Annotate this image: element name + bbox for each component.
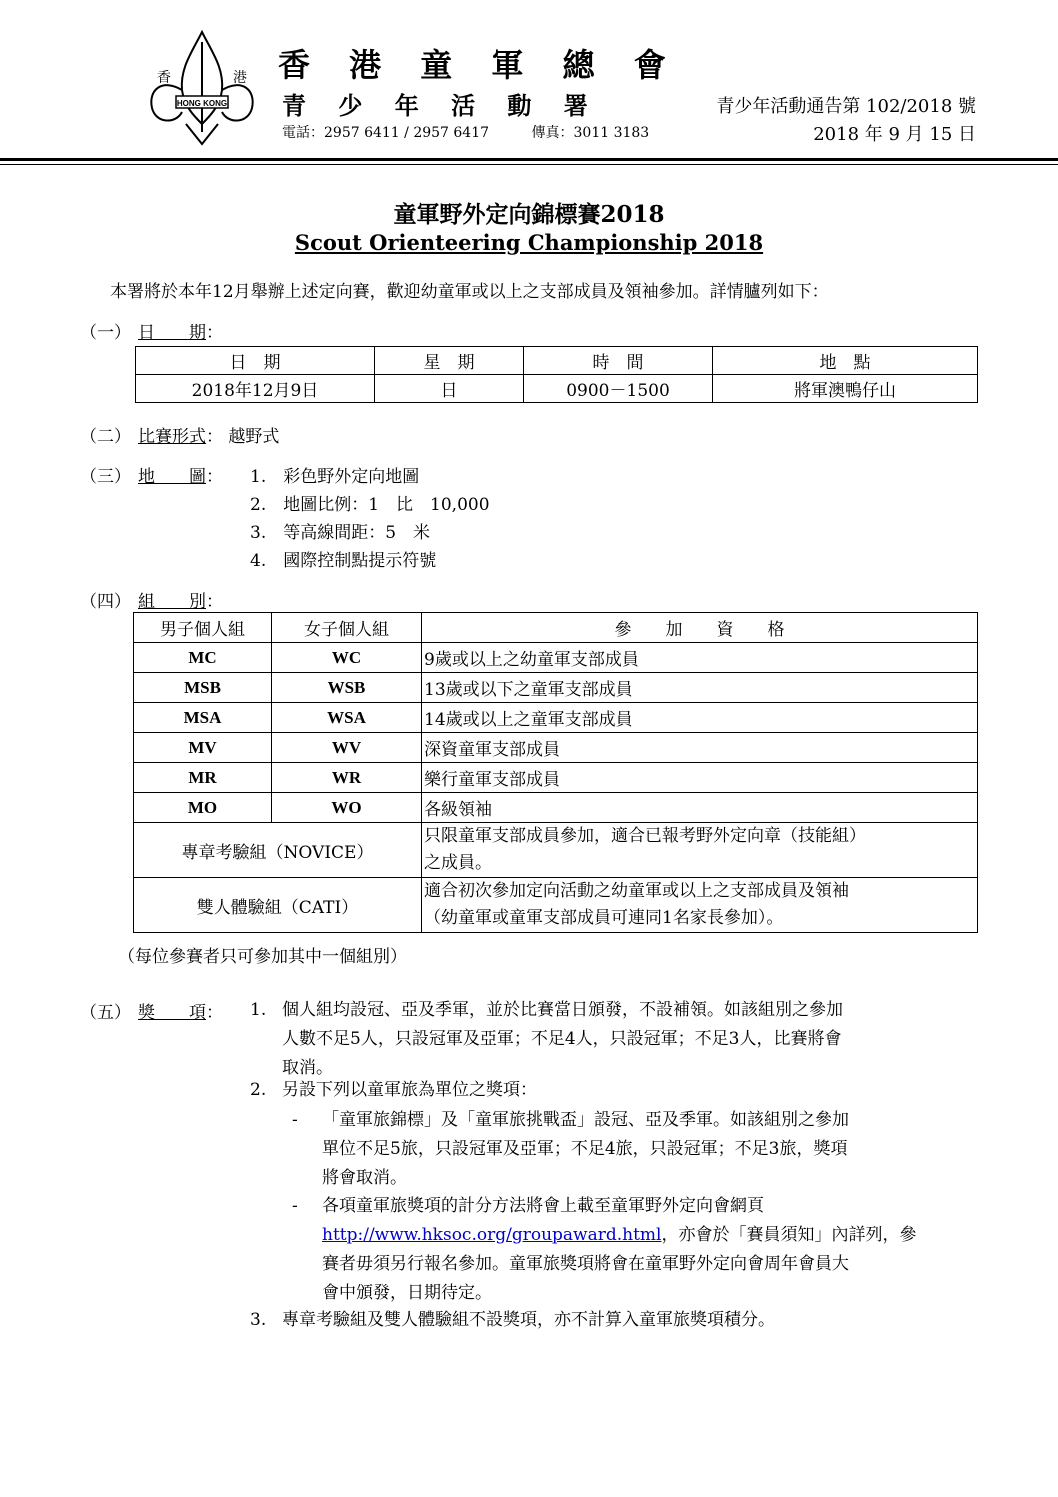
header-weekday: 星 期 — [375, 347, 524, 375]
cati-label: 雙人體驗組（CATI） — [134, 878, 422, 933]
award-item-1: 個人組均設冠、亞及季軍，並於比賽當日頒發，不設補領。如該組別之參加 人數不足5人，只設冠軍及亞軍；不足4人，只設冠軍；不足3人，比賽將會 取消。 — [282, 1000, 843, 1078]
cell-time: 0900－1500 — [524, 375, 713, 403]
section-format-label: 比賽形式 — [138, 427, 206, 447]
dash-bullet: - — [292, 1196, 298, 1216]
header-rule-thin — [0, 164, 1058, 165]
list-item: 4. 國際控制點提示符號 — [250, 551, 437, 571]
notice-number: 青少年活動通告第 102/2018 號 — [716, 96, 976, 117]
category-note: （每位參賽者只可參加其中一個組別） — [118, 947, 407, 967]
table-row: MO WO 各級領袖 — [134, 793, 978, 823]
group-award-link[interactable]: http://www.hksoc.org/groupaward.html — [322, 1225, 662, 1245]
table-header-row — [136, 347, 978, 375]
table-row: MC WC 9歲或以上之幼童軍支部成員 — [134, 643, 978, 673]
format-value: 越野式 — [228, 427, 280, 447]
novice-eligibility: 只限童軍支部成員參加，適合已報考野外定向章（技能組） 之成員。 — [422, 823, 978, 878]
contact-info — [282, 122, 687, 142]
list-item: 3. 等高線間距：5 米 — [250, 523, 431, 543]
award-sub-2: 各項童軍旅獎項的計分方法將會上載至童軍野外定向會網頁 http://www.hksoc.org/groupaward.html，亦會於「賽員須知」內詳列，參 賽者毋須另行報名參加。童軍旅獎項將會在童軍野外定向會周年會員大 會中頒發，日期待定。 — [322, 1196, 917, 1303]
header-men: 男子個人組 — [134, 613, 272, 643]
map-list — [250, 462, 490, 574]
award-item-3-num: 3. — [250, 1310, 267, 1330]
table-row: MSB WSB 13歲或以下之童軍支部成員 — [134, 673, 978, 703]
section-category-label: 組 別 — [138, 592, 206, 612]
cell-date: 2018年12月9日 — [136, 375, 375, 403]
title-chinese: 童軍野外定向錦標賽2018 — [393, 201, 665, 228]
section-awards-heading: （五） 獎 項： — [80, 1003, 223, 1023]
section-map-heading: （三） 地 圖： — [80, 467, 223, 487]
table-row: MV WV 深資童軍支部成員 — [134, 733, 978, 763]
cell-weekday: 日 — [375, 375, 524, 403]
section-format: （二） 比賽形式： 越野式 — [80, 427, 280, 447]
logo-right-char: 港 — [233, 70, 247, 86]
logo-banner: HONG KONG — [176, 99, 228, 108]
list-item: 2. 地圖比例：1 比 10,000 — [250, 495, 490, 515]
scout-fleur-de-lis-logo — [142, 28, 262, 148]
section-date-heading: （一） 日 期： — [80, 323, 223, 343]
cell-venue: 將軍澳鴨仔山 — [713, 375, 978, 403]
intro-paragraph: 本署將於本年12月舉辦上述定向賽，歡迎幼童軍或以上之支部成員及領袖參加。詳情臚列如下： — [110, 282, 829, 302]
cati-eligibility: 適合初次參加定向活動之幼童軍或以上之支部成員及領袖 （幼童軍或童軍支部成員可連同1名家長參加）。 — [422, 878, 978, 933]
table-row: MR WR 樂行童軍支部成員 — [134, 763, 978, 793]
date-table — [135, 346, 978, 403]
header-date: 日 期 — [136, 347, 375, 375]
table-row — [134, 878, 978, 933]
header-eligibility: 參 加 資 格 — [422, 613, 978, 643]
award-item-3: 專章考驗組及雙人體驗組不設獎項，亦不計算入童軍旅獎項積分。 — [282, 1310, 775, 1330]
award-item-2-num: 2. — [250, 1080, 267, 1100]
header-venue: 地 點 — [713, 347, 978, 375]
header-rule — [0, 158, 1058, 161]
phone: 電話：2957 6411 / 2957 6417 — [282, 125, 490, 141]
dash-bullet: - — [292, 1110, 298, 1130]
award-sub-1: 「童軍旅錦標」及「童軍旅挑戰盃」設冠、亞及季軍。如該組別之參加 單位不足5旅，只設冠軍及亞軍；不足4旅，只設冠軍；不足3旅，獎項 將會取消。 — [322, 1110, 849, 1188]
title-english: Scout Orienteering Championship 2018 — [294, 230, 764, 255]
table-row: MSA WSA 14歲或以上之童軍支部成員 — [134, 703, 978, 733]
section-date-label: 日 期 — [138, 323, 206, 343]
novice-label: 專章考驗組（NOVICE） — [134, 823, 422, 878]
table-row — [136, 375, 978, 403]
notice-date: 2018 年 9 月 15 日 — [813, 124, 976, 145]
list-item: 1. 彩色野外定向地圖 — [250, 467, 420, 487]
section-category-heading: （四） 組 別： — [80, 592, 223, 612]
section-map-label: 地 圖 — [138, 467, 206, 487]
dept-name: 青 少 年 活 動 署 — [282, 91, 600, 120]
award-item-2: 另設下列以童軍旅為單位之獎項： — [282, 1080, 537, 1100]
header-time: 時 間 — [524, 347, 713, 375]
table-row — [134, 823, 978, 878]
award-item-1-num: 1. — [250, 1000, 267, 1020]
header-women: 女子個人組 — [272, 613, 422, 643]
fax: 傳真：3011 3183 — [531, 125, 650, 141]
table-header-row — [134, 613, 978, 643]
logo-left-char: 香 — [157, 70, 171, 86]
org-name: 香 港 童 軍 總 會 — [278, 46, 680, 84]
category-table — [133, 612, 978, 933]
section-awards-label: 獎 項 — [138, 1003, 206, 1023]
